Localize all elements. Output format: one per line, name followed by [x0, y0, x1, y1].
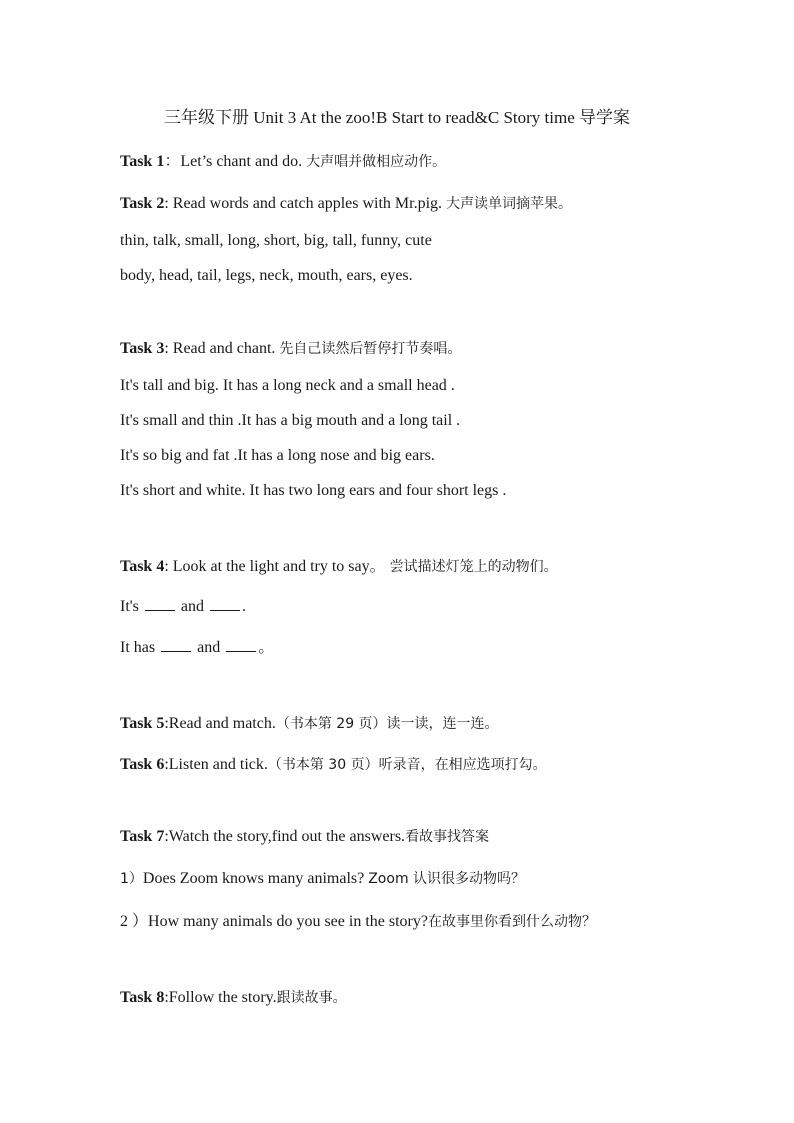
task-1-label: Task 1	[120, 153, 165, 170]
task-7-cn: 看故事找答案	[405, 829, 490, 845]
question-2-number: 2 ）	[120, 913, 149, 930]
task-6-text: :Listen and tick.	[164, 756, 268, 773]
chant-line-4: It's short and white. It has two long ears and four short legs .	[120, 482, 507, 499]
question-2-cn: 在故事里你看到什么动物？	[427, 914, 596, 930]
task-5-line	[120, 714, 499, 734]
sentence-2-and: and	[193, 639, 225, 656]
chant-line-2: It's small and thin .It has a big mouth and a long tail .	[120, 412, 461, 429]
sentence-1-and: and	[176, 598, 208, 615]
task-2-words-line-1: thin, talk, small, long, short, big, tall, funny, cute	[120, 232, 432, 249]
task-3-label: Task 3	[120, 340, 165, 357]
question-2-text: How many animals do you see in the story?	[148, 913, 428, 930]
sentence-1-end: .	[242, 598, 246, 615]
task-1-text: ：Let’s chant and do.	[164, 153, 307, 170]
question-2	[120, 912, 596, 932]
task-5-text: :Read and match.	[164, 715, 276, 732]
task-6-cn: （书本第 30 页）听录音，在相应选项打勾。	[267, 757, 547, 773]
task-2-label: Task 2	[120, 195, 165, 212]
question-1-number: 1）	[120, 871, 143, 887]
task-2-line	[120, 194, 572, 214]
task-8-cn: 跟读故事。	[276, 990, 347, 1006]
task-2-words-line-2: body, head, tail, legs, neck, mouth, ears, eyes.	[120, 267, 413, 284]
task-7-text: :Watch the story,find out the answers.	[164, 828, 406, 845]
blank-field[interactable]	[145, 596, 175, 611]
task-3-text: : Read and chant.	[164, 340, 280, 357]
blank-field[interactable]	[226, 637, 256, 652]
task-3-line	[120, 339, 461, 359]
task-6-line	[120, 755, 547, 775]
blank-field[interactable]	[210, 596, 240, 611]
sentence-2-end: 。	[258, 639, 275, 656]
task-4-text: : Look at the light and try to say。	[164, 558, 390, 575]
task-2-text: : Read words and catch apples with Mr.pig.	[164, 195, 447, 212]
task-4-sentence-2	[120, 637, 274, 658]
task-7-label: Task 7	[120, 828, 165, 845]
task-1-cn: 大声唱并做相应动作。	[306, 154, 447, 170]
question-1-text: Does Zoom knows many animals?	[142, 870, 369, 887]
sentence-2-start: It has	[120, 639, 160, 656]
task-5-label: Task 5	[120, 715, 165, 732]
task-4-label: Task 4	[120, 558, 165, 575]
task-6-label: Task 6	[120, 756, 165, 773]
task-4-sentence-1	[120, 596, 246, 617]
blank-field[interactable]	[161, 637, 191, 652]
task-5-cn: （书本第 29 页）读一读，连一连。	[275, 716, 499, 732]
task-3-cn: 先自己读然后暂停打节奏唱。	[279, 341, 462, 357]
question-1	[120, 869, 525, 889]
task-4-line	[120, 557, 558, 577]
task-7-line	[120, 827, 489, 847]
task-4-cn: 尝试描述灯笼上的动物们。	[389, 559, 558, 575]
document-title: 三年级下册 Unit 3 At the zoo!B Start to read&C Story time 导学案	[163, 108, 631, 127]
task-1-line	[120, 152, 446, 172]
task-8-label: Task 8	[120, 989, 165, 1006]
task-8-line	[120, 988, 347, 1008]
chant-line-1: It's tall and big. It has a long neck and a small head .	[120, 377, 455, 394]
task-8-text: :Follow the story.	[164, 989, 277, 1006]
sentence-1-start: It's	[120, 598, 143, 615]
task-2-cn: 大声读单词摘苹果。	[446, 196, 573, 212]
question-1-cn: Zoom 认识很多动物吗？	[368, 871, 526, 887]
chant-line-3: It's so big and fat .It has a long nose and big ears.	[120, 447, 435, 464]
